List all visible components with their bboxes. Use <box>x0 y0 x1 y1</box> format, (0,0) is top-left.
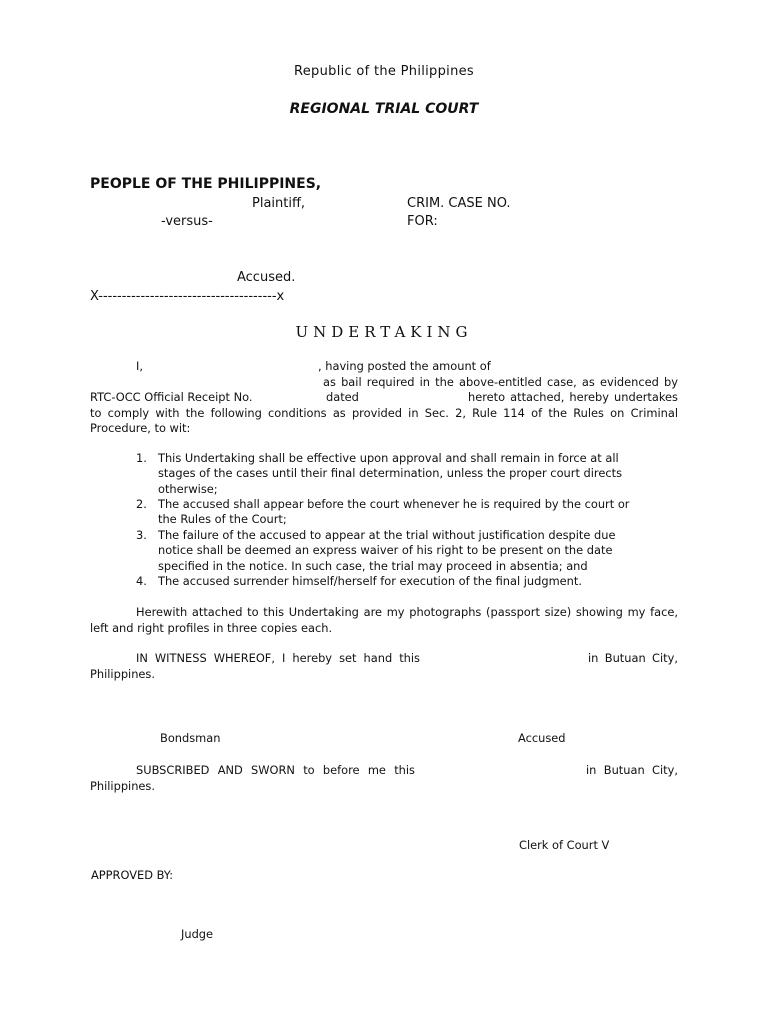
sworn-text: SUBSCRIBED AND SWORN to before me this <box>136 763 415 777</box>
condition-number: 3. <box>136 528 147 542</box>
clerk-label: Clerk of Court V <box>519 838 610 852</box>
condition-number: 1. <box>136 451 147 465</box>
court-heading: REGIONAL TRIAL COURT <box>289 101 479 117</box>
judge-label: Judge <box>181 927 214 941</box>
intro-attached: hereto attached, hereby undertakes <box>468 390 678 404</box>
plaintiff-label: Plaintiff, <box>252 196 306 211</box>
approved-by-label: APPROVED BY: <box>91 868 174 882</box>
intro-line-4: Procedure, to wit: <box>90 421 191 435</box>
caption-separator: X--------------------------------------x <box>90 289 285 304</box>
condition-text: The accused shall appear before the court whenever he is required by the court or the Rules of the Court; <box>158 497 630 527</box>
condition-number: 4. <box>136 574 147 588</box>
witness-country: Philippines. <box>90 667 155 681</box>
people-label: PEOPLE OF THE PHILIPPINES, <box>90 176 322 192</box>
condition-number: 2. <box>136 497 147 511</box>
intro-posted: , having posted the amount of <box>318 359 491 373</box>
sworn-place: in Butuan City, <box>586 763 678 777</box>
accused-label: Accused. <box>237 270 296 285</box>
condition-text: The failure of the accused to appear at the trial without justification despite due notice shall be deemed an express waiver of his right to be present on the date specified in the notice. In such case, the trial may proceed in absentia; and <box>158 528 616 573</box>
intro-bail-line: as bail required in the above-entitled case, as evidenced by <box>323 375 678 389</box>
case-number-label: CRIM. CASE NO. <box>407 196 511 211</box>
accused-signature-label: Accused <box>518 731 566 745</box>
bondsman-signature-label: Bondsman <box>160 731 221 745</box>
witness-place: in Butuan City, <box>588 651 678 665</box>
sworn-country: Philippines. <box>90 779 155 793</box>
intro-line-3: to comply with the following conditions as provided in Sec. 2, Rule 114 of the Rules on Criminal <box>90 406 678 420</box>
versus-label: -versus- <box>161 214 213 229</box>
photos-line-1: Herewith attached to this Undertaking are my photographs (passport size) showing my face, <box>136 605 678 619</box>
intro-i: I, <box>136 359 143 373</box>
intro-receipt: RTC-OCC Official Receipt No. <box>90 390 253 404</box>
witness-text: IN WITNESS WHEREOF, I hereby set hand this <box>136 651 420 665</box>
document-title: UNDERTAKING <box>295 323 473 341</box>
for-label: FOR: <box>407 214 438 229</box>
photos-line-2: left and right profiles in three copies each. <box>90 621 333 635</box>
condition-text: This Undertaking shall be effective upon approval and shall remain in force at all stages of the cases until their final determination, unless the proper court directs otherwise; <box>158 451 623 496</box>
condition-text: The accused surrender himself/herself for execution of the final judgment. <box>158 574 582 588</box>
intro-dated: dated <box>326 390 359 404</box>
republic-heading: Republic of the Philippines <box>294 64 474 79</box>
